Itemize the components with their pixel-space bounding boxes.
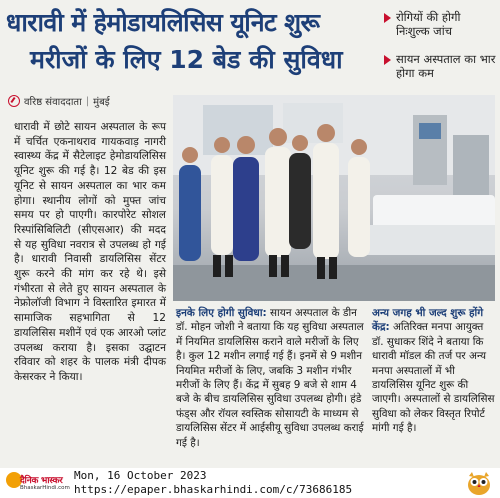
triangle-bullet-icon — [384, 13, 391, 23]
triangle-bullet-icon — [384, 55, 391, 65]
logo-subtext: BhaskarHindi.com — [20, 485, 70, 491]
highlight-item — [384, 52, 496, 80]
publish-date: Mon, 16 October 2023 — [74, 469, 207, 482]
article-section-mid — [176, 306, 364, 450]
footer-meta — [74, 469, 352, 497]
section-text: सायन अस्पताल के डीन डॉ. मोहन जोशी ने बताया कि यह सुविधा अस्पताल में नियमित डायलिसिस कराने वाले मरीजों के लिए है। कुल 12 मशीन लगाई गई हैं। इनमें से 9 मशीन नियमित मरीजों के लिए, जबकि 3 मशीन गंभीर मरीजों के लिए हैं। केंद्र में सुबह 9 बजे से शाम 4 बजे के बीच डायलिसिस सुविधा उपलब्ध होगी। हंडे फंड्स और रॉयल स्वस्तिक सोसायटी के माध्यम से डायलिसिस सेंटर में आईसीयू सुविधा उपलब्ध कराई गई है। — [176, 307, 364, 449]
pen-icon — [8, 95, 20, 107]
section-text: अतिरिक्त मनपा आयुक्त डॉ. सुधाकर शिंदे ने बताया कि धारावी मॉडल की तर्ज पर अन्य मनपा अस्पतालों में भी डायलिसिस यूनिट शुरू की जाएगी। अस्पतालों से डायलिसिस सुविधा को लेकर विस्तृत रिपोर्ट मांगी गई है। — [372, 321, 495, 435]
footer-bar — [0, 468, 500, 498]
byline-reporter: वरिष्ठ संवाददाता — [24, 97, 82, 108]
news-photo — [173, 95, 495, 301]
highlight-text: सायन अस्पताल का भार होगा कम — [396, 52, 496, 80]
side-highlights — [384, 10, 496, 80]
headline-line-2: मरीजों के लिए 12 बेड की सुविधा — [30, 45, 343, 74]
epaper-url[interactable]: https://epaper.bhaskarhindi.com/c/73686185 — [74, 483, 353, 496]
byline-separator: | — [85, 95, 90, 107]
highlight-item — [384, 10, 496, 38]
section-heading: इनके लिए होगी सुविधा: — [176, 307, 267, 319]
logo-text: दैनिक भास्कर — [20, 476, 63, 486]
byline — [8, 94, 110, 108]
highlight-text: रोगियों की होगी निःशुल्क जांच — [396, 10, 461, 38]
byline-city: मुंबई — [93, 97, 110, 108]
article-body-left: धारावी में छोटे सायन अस्पताल के रूप में चर्चित एकनाथराव गायकवाड़ नागरी स्वास्थ्य केंद्र में सैटेलाइट हेमोडायलिसिस यूनिट शुरू की गई है। 12 बेड की इस यूनिट से सायन अस्पताल का भार कम होगा। स्थानीय लोगों को मुफ्त जांच समय पर हो पाएगी। कारपोरेट सोशल रिस्पांसिबिलिटी (सीएसआर) की मदद से यह सुविधा नवरात्र से उपलब्ध हो गई है। धारावी निवासी डायलिसिस सेंटर शुरू करने की मांग कर रहे थे। इसे गंभीरता से लेते हुए सायन अस्पताल के नेफ्रोलॉजी विभाग ने विस्तारित इमारत में सामाजिक सहभागिता से 12 डायलिसिस मशीनें एवं एक आरओ प्लांट उपलब्ध कराया है। इसका उद्घाटन रविवार को शहर के पालक मंत्री दीपक केसरकर ने किया। — [14, 121, 166, 383]
owl-icon — [464, 470, 494, 496]
section-heading: अन्य जगह भी जल्द शुरू होंगे केंद्र: — [372, 307, 484, 334]
article-section-right — [372, 306, 496, 436]
photo-illustration — [173, 95, 495, 301]
headline-line-1: धारावी में हेमोडायलिसिस यूनिट शुरू — [6, 8, 320, 37]
dainik-bhaskar-logo[interactable] — [6, 470, 70, 496]
headline — [6, 10, 378, 72]
